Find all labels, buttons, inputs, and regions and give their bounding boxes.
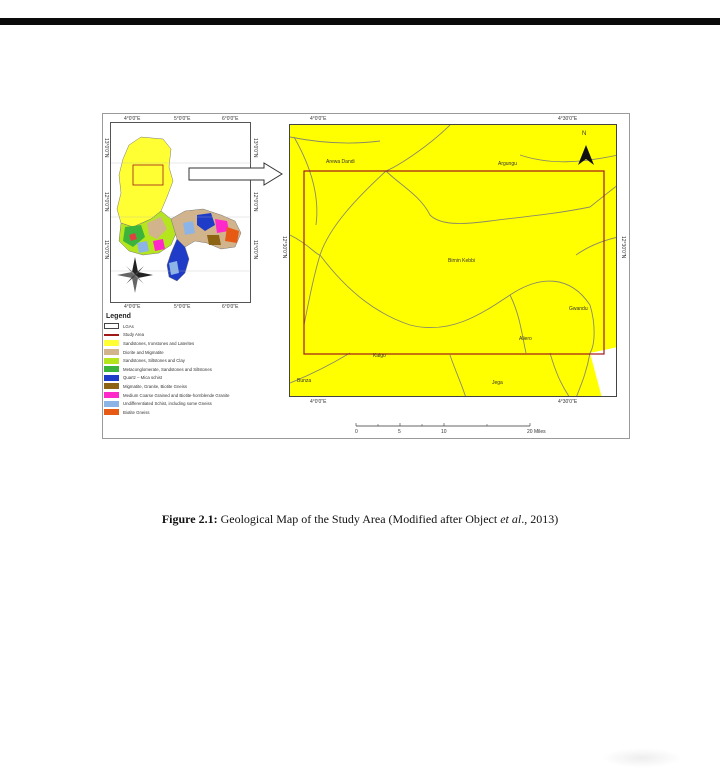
legend-item [104, 322, 304, 331]
inset-top-tick: 5°0'0"E [174, 116, 191, 122]
legend-label: LGAs [123, 323, 134, 329]
main-left-tick: 12°30'0"N [281, 236, 287, 259]
scale-tick: 5 [398, 429, 401, 435]
legend-label: Biotite Gneiss [123, 409, 150, 415]
main-bottom-tick: 4°30'0"E [558, 399, 578, 405]
legend-swatch [104, 409, 119, 415]
legend-item [104, 331, 304, 340]
inset-map [110, 122, 251, 303]
legend-item [104, 399, 304, 408]
inset-top-tick: 4°0'0"E [124, 116, 141, 122]
legend-swatch [104, 392, 119, 398]
inset-bottom-tick: 4°0'0"E [124, 304, 141, 310]
legend-label: Undifferentiated Schist, including some Gneiss [123, 401, 212, 407]
place-arewa-dandi: Arewa Dandi [326, 159, 355, 165]
east-patch-lightblue [183, 221, 195, 235]
legend-swatch [104, 334, 119, 336]
main-right-tick: 12°30'0"N [620, 236, 626, 259]
main-top-tick: 4°30'0"E [558, 116, 578, 122]
east-patch-brown [207, 235, 221, 245]
scale-tick: 10 [441, 429, 447, 435]
caption-et-al: et al [500, 512, 522, 526]
legend-item [104, 382, 304, 391]
inset-left-tick: 11°0'0"N [103, 240, 109, 260]
legend-swatch [104, 323, 119, 329]
legend-swatch [104, 340, 119, 346]
inset-right-tick: 11°0'0"N [252, 240, 258, 260]
legend-swatch [104, 383, 119, 389]
arrow-right-icon [188, 162, 284, 186]
legend-item [104, 348, 304, 357]
legend-swatch [104, 349, 119, 355]
inset-bottom-tick: 6°0'0"E [222, 304, 239, 310]
north-arrow-icon [578, 145, 594, 165]
legend-label: Study Area [123, 332, 145, 338]
legend-label: Medium Coarse Grained and Biotite-hornblende Granite [123, 392, 230, 398]
header-rule [0, 18, 720, 25]
inset-top-tick: 6°0'0"E [222, 116, 239, 122]
legend-label: Sandstones, Siltstones and Clay [123, 358, 185, 364]
inset-bottom-tick: 5°0'0"E [174, 304, 191, 310]
legend-swatch [104, 366, 119, 372]
place-bunza: Bunza [297, 378, 312, 384]
legend-label: Diorite and Migmatite [123, 349, 164, 355]
legend-item [104, 374, 304, 383]
kebbi-state-north [117, 137, 173, 227]
main-top-tick: 4°0'0"E [310, 116, 327, 122]
caption-text: Geological Map of the Study Area (Modified after Object [217, 512, 501, 526]
page-corner-shadow [602, 748, 682, 768]
caption-year: ., 2013) [521, 512, 559, 526]
place-birnin-kebbi: Birnin Kebbi [448, 258, 475, 264]
main-bottom-tick: 4°0'0"E [310, 399, 327, 405]
inset-right-tick: 12°0'0"N [252, 192, 258, 212]
scale-tick: 20 Miles [527, 429, 546, 435]
legend-item [104, 356, 304, 365]
inset-left-tick: 13°0'0"N [103, 138, 109, 158]
legend-item [104, 408, 304, 417]
caption-label: Figure 2.1: [161, 512, 218, 526]
legend-label: Metaconglomerate, Sandstones and Siltstones [123, 366, 212, 372]
legend-swatch [104, 401, 119, 407]
inset-left-tick: 12°0'0"N [103, 192, 109, 212]
legend-item [104, 365, 304, 374]
compass-rose-icon [117, 257, 153, 293]
place-aliero: Aliero [519, 336, 532, 342]
legend-label: Sandstones, Ironstones and Laterites [123, 340, 195, 346]
place-argungu: Argungu [498, 161, 517, 167]
legend [104, 322, 304, 417]
figure-caption [0, 512, 720, 527]
legend-title: Legend [106, 313, 131, 320]
inset-right-tick: 13°0'0"N [252, 138, 258, 158]
legend-label: Quartz – Mica schist [123, 375, 162, 381]
north-label: N [582, 131, 587, 137]
geology-patch-lightblue [137, 241, 149, 253]
place-gwandu: Gwandu [569, 306, 588, 312]
scale-tick: 0 [355, 429, 358, 435]
legend-swatch [104, 358, 119, 364]
legend-item [104, 391, 304, 400]
legend-item [104, 339, 304, 348]
inset-map-drawing [111, 123, 252, 304]
place-kalgo: Kalgo [373, 353, 386, 359]
legend-swatch [104, 375, 119, 381]
geology-patch-pink [153, 239, 165, 251]
place-jega: Jega [492, 380, 503, 386]
legend-label: Migmatite, Granite, Biotite Gneiss [123, 383, 188, 389]
